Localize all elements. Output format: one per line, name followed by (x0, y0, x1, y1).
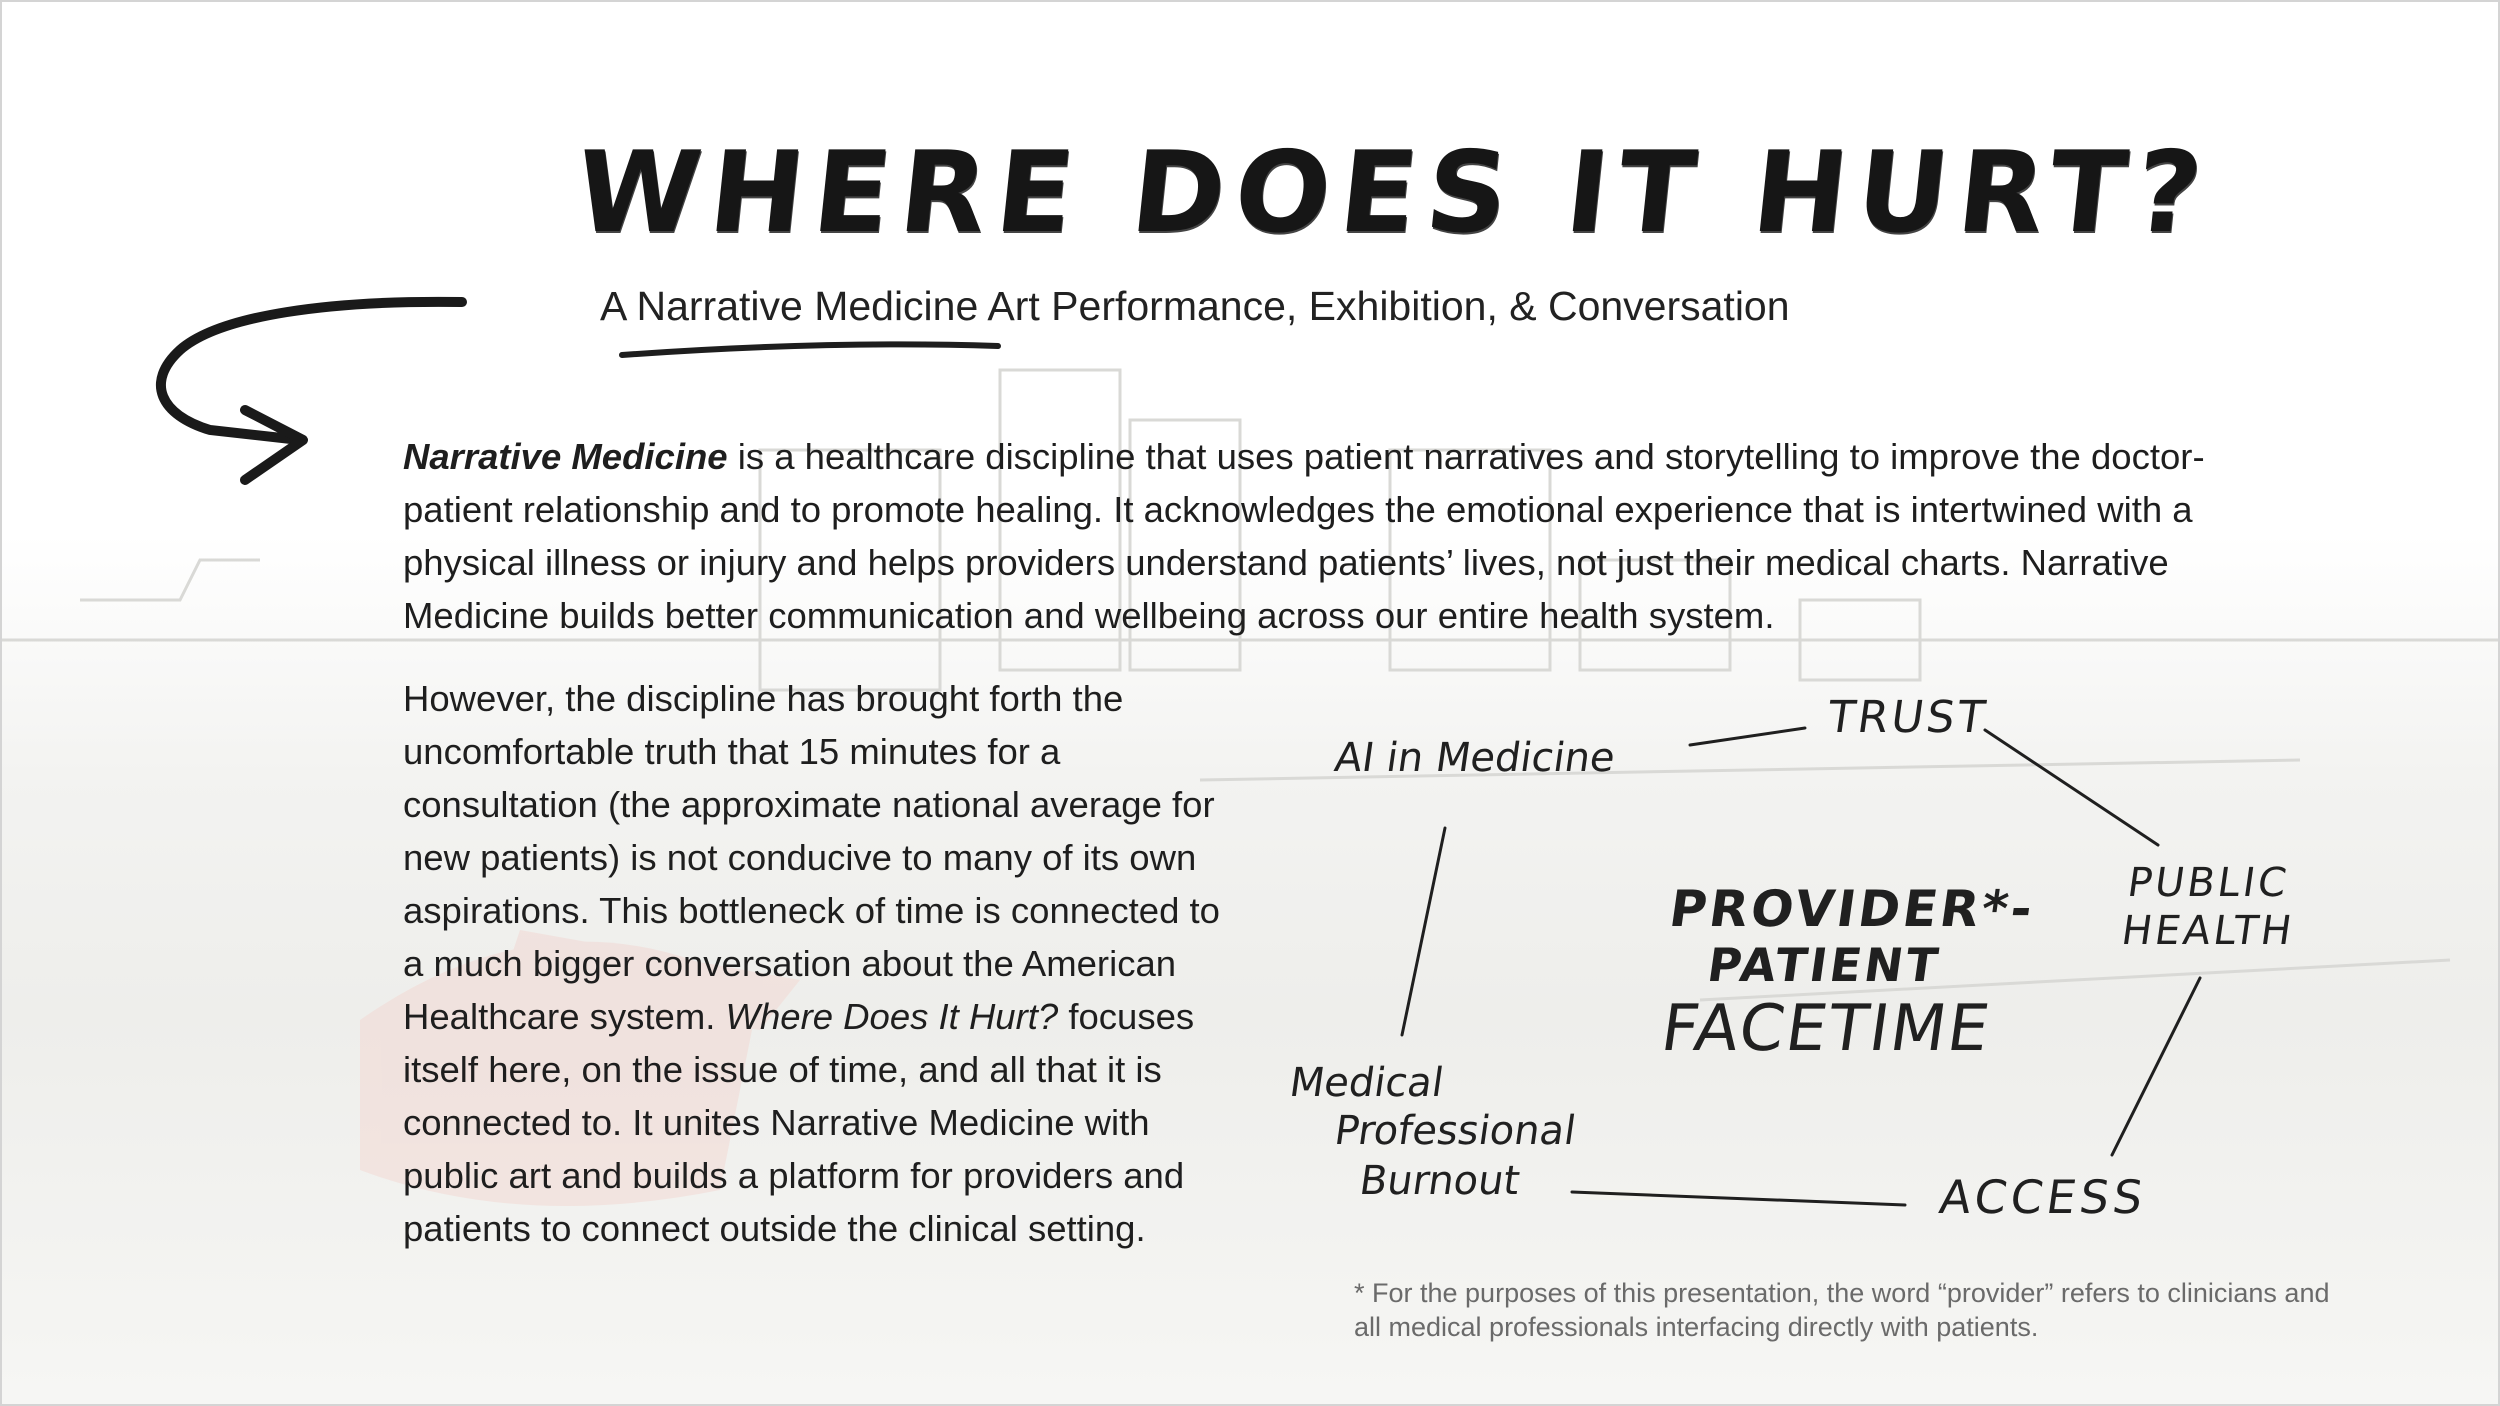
node-burnout-line2: Professional (1331, 1108, 1579, 1154)
node-ai-in-medicine: AI in Medicine (1331, 735, 1618, 781)
connector-trust-public-health (1985, 730, 2158, 845)
node-burnout-line1: Medical (1286, 1060, 1447, 1106)
page-title: WHERE DOES IT HURT? (569, 128, 2218, 258)
node-access: ACCESS (1936, 1170, 2151, 1224)
subtitle: A Narrative Medicine Art Performance, Exhibition, & Conversation (600, 283, 1790, 329)
center-facetime: FACETIME (1656, 992, 1996, 1066)
center-patient: PATIENT (1704, 938, 1945, 992)
node-burnout-line3: Burnout (1356, 1158, 1523, 1204)
node-trust: TRUST (1824, 692, 1992, 743)
body-text-before: However, the discipline has brought forth the uncomfortable truth that 15 minutes for a consultation (the approximate national average for new patients) is not conducive to many of its own aspirations. This bottleneck of time is connected to a much bigger conversation about the American Healthcare system. (403, 678, 1220, 1037)
body-title-ref: Where Does It Hurt? (725, 996, 1059, 1037)
connector-ai-trust (1690, 728, 1805, 745)
body-text-after: focuses itself here, on the issue of time, and all that it is connected to. It unites Narrative Medicine with public art and builds a platform for providers and patients to connect outside the clinical setting. (403, 996, 1195, 1249)
center-provider: PROVIDER*- (1665, 880, 2039, 938)
connector-burnout-ai (1402, 828, 1445, 1035)
connector-public-health-access (2112, 978, 2200, 1155)
node-public-health-line1: PUBLIC (2124, 860, 2293, 906)
intro-text: is a healthcare discipline that uses patient narratives and storytelling to improve the doctor-patient relationship and to promote healing. It acknowledges the emotional experience that is intertwined with a physical illness or injury and helps providers understand patients’ lives, not just their medical charts. Narrative Medicine builds better communication and wellbeing across our entire health system. (403, 436, 2205, 636)
intro-term: Narrative Medicine (403, 436, 728, 477)
footnote: * For the purposes of this presentation, the word “provider” refers to clinicians and all medical professionals interfacing directly with patients. (1354, 1278, 2330, 1342)
node-public-health-line2: HEALTH (2118, 908, 2298, 954)
connector-access-burnout (1572, 1192, 1905, 1205)
